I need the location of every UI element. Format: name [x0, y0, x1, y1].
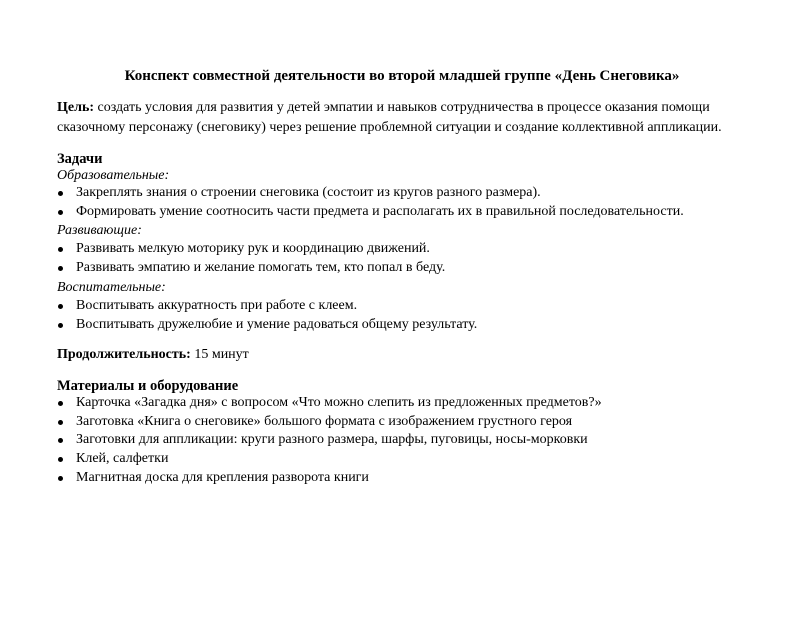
- educational-list: [57, 184, 684, 221]
- list-item-text: Формировать умение соотносить части предмета и располагать их в правильной последовательности.: [76, 203, 684, 219]
- duration-value: 15 минут: [190, 347, 249, 362]
- list-item: [57, 240, 445, 259]
- bullet-icon: [58, 247, 63, 252]
- goal-line-1: [57, 98, 757, 118]
- list-item-text: Воспитывать дружелюбие и умение радоваться общему результату.: [76, 316, 478, 332]
- upbringing-subheading: Воспитательные:: [57, 280, 166, 295]
- bullet-icon: [58, 266, 63, 271]
- list-item: [57, 413, 602, 432]
- list-item-text: Развивать мелкую моторику рук и координацию движений.: [76, 241, 430, 256]
- bullet-icon: [58, 476, 63, 481]
- goal-label: Цель:: [57, 100, 95, 115]
- list-item-text: Заготовки для аппликации: круги разного размера, шарфы, пуговицы, носы-морковки: [76, 432, 588, 448]
- goal-text-2: сказочному персонажу (снеговику) через решение проблемной ситуации и создание коллективной аппликации.: [57, 120, 722, 135]
- list-item-text: Заготовка «Книга о снеговике» большого формата с изображением грустного героя: [76, 413, 573, 429]
- developing-list: [57, 240, 445, 277]
- document-title: Конспект совместной деятельности во второй младшей группе «День Снеговика»: [124, 68, 680, 84]
- tasks-heading: Задачи: [57, 151, 103, 167]
- bullet-icon: [58, 438, 63, 443]
- list-item: [57, 394, 602, 413]
- list-item: [57, 316, 477, 335]
- list-item: [57, 469, 602, 488]
- list-item: [57, 203, 684, 222]
- bullet-icon: [58, 191, 63, 196]
- list-item: [57, 450, 602, 469]
- bullet-icon: [58, 210, 63, 215]
- list-item-text: Магнитная доска для крепления разворота книги: [76, 469, 369, 485]
- bullet-icon: [58, 401, 63, 406]
- bullet-icon: [58, 420, 63, 425]
- list-item: [57, 297, 477, 316]
- list-item: [57, 184, 684, 203]
- materials-list: [57, 394, 602, 487]
- bullet-icon: [58, 323, 63, 328]
- list-item: [57, 259, 445, 278]
- list-item-text: Воспитывать аккуратность при работе с клеем.: [76, 298, 358, 313]
- bullet-icon: [58, 457, 63, 462]
- duration-line: [57, 345, 249, 365]
- list-item-text: Клей, салфетки: [76, 451, 169, 467]
- educational-subheading: Образовательные:: [57, 168, 170, 183]
- materials-heading: Материалы и оборудование: [57, 378, 239, 394]
- bullet-icon: [58, 304, 63, 309]
- upbringing-list: [57, 297, 477, 334]
- list-item-text: Развивать эмпатию и желание помогать тем, кто попал в беду.: [76, 259, 446, 275]
- list-item-text: Карточка «Загадка дня» с вопросом «Что можно слепить из предложенных предметов?»: [76, 395, 602, 410]
- developing-subheading: Развивающие:: [57, 223, 142, 238]
- duration-label: Продолжительность:: [57, 347, 191, 362]
- list-item-text: Закреплять знания о строении снеговика (состоит из кругов разного размера).: [76, 185, 541, 200]
- list-item: [57, 431, 602, 450]
- goal-text-1: создать условия для развития у детей эмпатии и навыков сотрудничества в процессе оказания помощи: [94, 100, 710, 115]
- goal-paragraph: [57, 98, 757, 138]
